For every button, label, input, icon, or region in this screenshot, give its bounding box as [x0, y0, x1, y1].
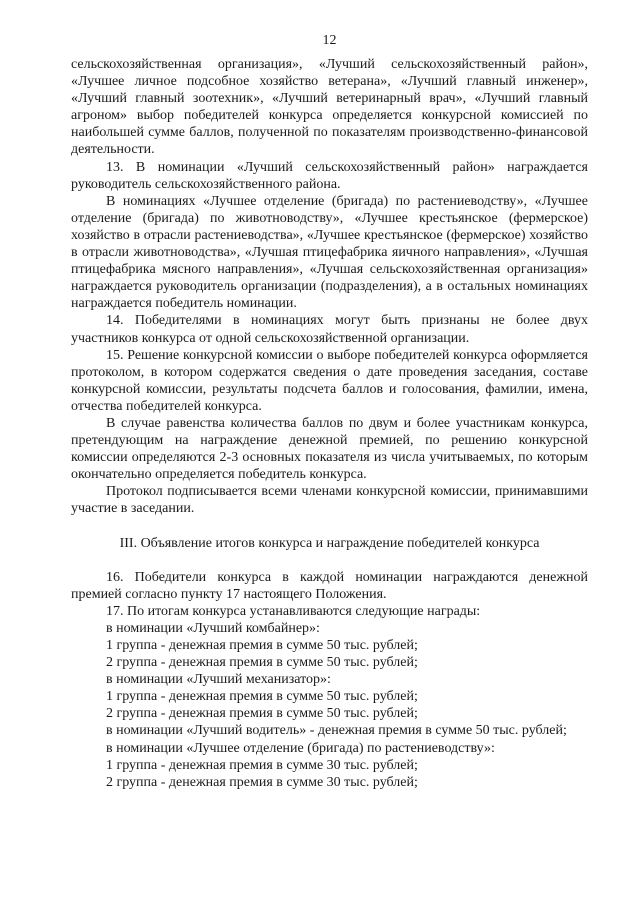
document-body [71, 56, 588, 791]
list-item: 2 группа - денежная премия в сумме 30 тыс. рублей; [106, 774, 418, 790]
paragraph-protocol: Протокол подписывается всеми членами конкурсной комиссии, принимавшими участие в заседании. [71, 484, 588, 517]
page-number: 12 [322, 33, 337, 48]
paragraph-tie: В случае равенства количества баллов по двум и более участникам конкурса, претендующим на награждение денежной премией, по решению конкурсной комиссии определяются 2-3 основных показателя из числа учитываемых, по которым окончательно определяется победитель конкурса. [71, 415, 588, 483]
list-item: 1 группа - денежная премия в сумме 30 тыс. рублей; [106, 757, 418, 773]
list-item: 1 группа - денежная премия в сумме 50 тыс. рублей; [106, 638, 418, 653]
paragraph-14: 14. Победителями в номинациях могут быть признаны не более двух участников конкурса от одной сельскохозяйственной организации. [71, 313, 588, 346]
paragraph-15: 15. Решение конкурсной комиссии о выборе победителей конкурса оформляется протоколом, в котором содержатся сведения о дате проведения заседания, составе конкурсной комиссии, результаты подсчета баллов и голосования, фамилии, имена, отчества победителей конкурса. [71, 347, 588, 414]
section-heading: III. Объявление итогов конкурса и награждение победителей конкурса [119, 535, 540, 551]
paragraph-16: 16. Победители конкурса в каждой номинации награждаются денежной премией согласно пункту 17 настоящего Положения. [71, 569, 588, 602]
list-item: в номинации «Лучший механизатор»: [106, 672, 331, 688]
paragraph-13: 13. В номинации «Лучший сельскохозяйственный район» награждается руководитель сельскохозяйственного района. [71, 159, 588, 192]
list-item: в номинации «Лучший комбайнер»: [106, 620, 320, 636]
list-item: 2 группа - денежная премия в сумме 50 тыс. рублей; [106, 706, 418, 722]
list-item: в номинации «Лучшее отделение (бригада) по растениеводству»: [106, 740, 495, 756]
paragraph-17: 17. По итогам конкурса устанавливаются следующие награды: [106, 603, 481, 619]
paragraph-nominations: В номинациях «Лучшее отделение (бригада) по растениеводству», «Лучшее отделение (бригада) по животноводству», «Лучшее крестьянское (фермерское) хозяйство в отрасли растениеводства», «Лучшее крестьянское (фермерское) хозяйство в отрасли животноводства», «Лучшая птицефабрика яичного направления», «Лучшая птицефабрика мясного направления», «Лучшая сельскохозяйственная организация» награждается руководитель организации (подразделения), а в остальных номинациях награждается победитель номинации. [71, 193, 588, 312]
list-item: 2 группа - денежная премия в сумме 50 тыс. рублей; [106, 655, 418, 671]
paragraph-continuation: сельскохозяйственная организация», «Лучший сельскохозяйственный район», «Лучшее личное подсобное хозяйство ветерана», «Лучший главный инженер», «Лучший главный зоотехник», «Лучший ветеринарный врач», «Лучший главный агроном» выбор победителей конкурса определяется конкурсной комиссией по наибольшей сумме баллов, полученной по показателям производственно-финансовой деятельности. [71, 57, 588, 158]
list-item: в номинации «Лучший водитель» - денежная премия в сумме 50 тыс. рублей; [106, 723, 567, 739]
list-item: 1 группа - денежная премия в сумме 50 тыс. рублей; [106, 689, 418, 705]
